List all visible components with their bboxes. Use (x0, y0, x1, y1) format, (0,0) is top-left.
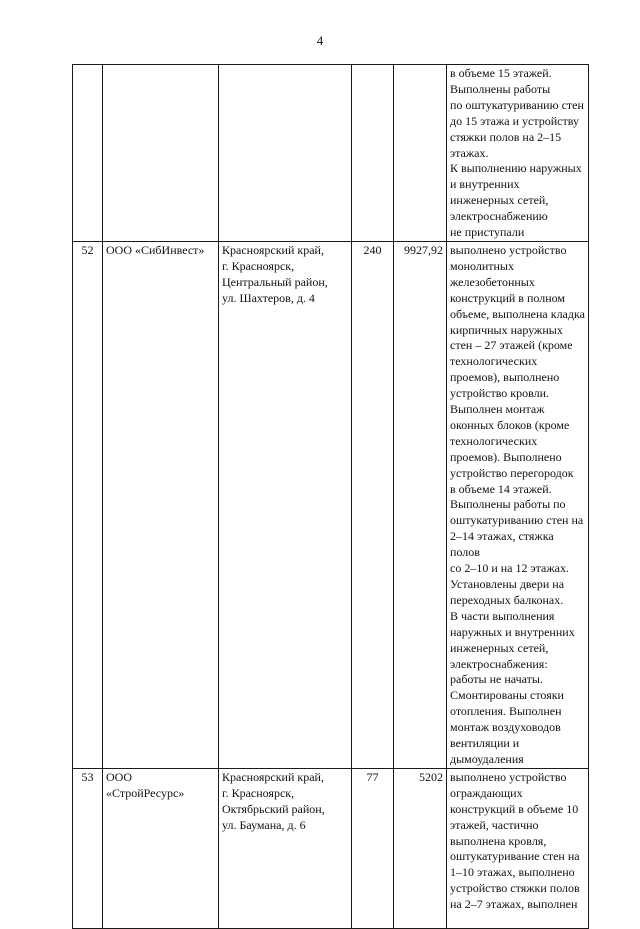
row-number: 52 (73, 241, 103, 768)
construction-status: выполнено устройство ограждающих конструкций в объеме 10 этажей, частично выполнена кровля, оштукатуривание стен на 1–10 этажах, выполнено устройство стяжки полов на 2–7 этажах, выполнен (447, 768, 589, 928)
object-quantity: 77 (352, 768, 394, 928)
object-quantity (352, 65, 394, 242)
table-row (73, 768, 589, 928)
construction-status: выполнено устройство монолитных железобетонных конструкций в полном объеме, выполнена кладка кирпичных наружных стен – 27 этажей (кроме технологических проемов), выполнено устройство кровли. Выполнен монтаж оконных блоков (кроме технологических проемов). Выполнено устройство перегородок в объеме 14 этажей. Выполнены работы по оштукатуриванию стен на 2–14 этажах, стяжка полов со 2–10 и на 12 этажах. Установлены двери на переходных балконах. В части выполнения наружных и внутренних инженерных сетей, электроснабжения: работы не начаты. Смонтированы стояки отопления. Выполнен монтаж воздуховодов вентиляции и дымоудаления (447, 241, 589, 768)
object-area: 5202 (394, 768, 447, 928)
table-row (73, 241, 589, 768)
developer-name: ООО «СтройРесурс» (103, 768, 219, 928)
construction-status: в объеме 15 этажей. Выполнены работы по оштукатуриванию стен до 15 этажа и устройству стяжки полов на 2–15 этажах. К выполнению наружных и внутренних инженерных сетей, электроснабжению не приступали (447, 65, 589, 242)
page-number: 4 (316, 33, 324, 48)
object-area (394, 65, 447, 242)
developer-name (103, 65, 219, 242)
row-number: 53 (73, 768, 103, 928)
object-area: 9927,92 (394, 241, 447, 768)
object-address (219, 65, 352, 242)
table-row (73, 65, 589, 242)
objects-table (72, 64, 589, 929)
object-address: Красноярский край, г. Красноярск, Октябрьский район, ул. Баумана, д. 6 (219, 768, 352, 928)
developer-name: ООО «СибИнвест» (103, 241, 219, 768)
object-quantity: 240 (352, 241, 394, 768)
row-number (73, 65, 103, 242)
object-address: Красноярский край, г. Красноярск, Центральный район, ул. Шахтеров, д. 4 (219, 241, 352, 768)
